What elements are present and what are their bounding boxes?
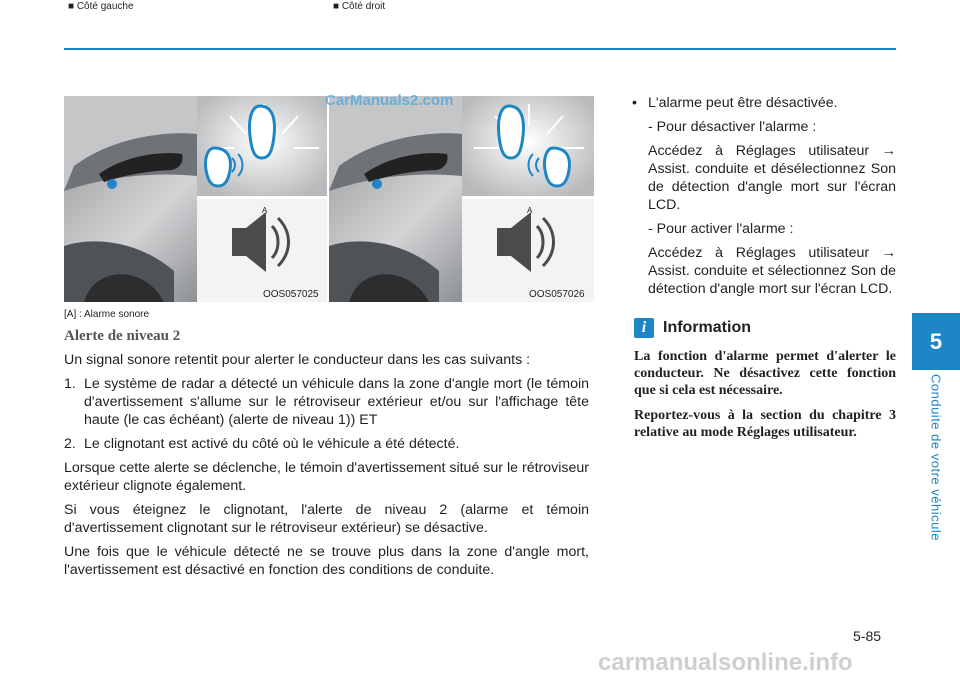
right-car-illustration xyxy=(329,96,594,302)
left-column-text xyxy=(64,351,589,585)
information-text xyxy=(634,348,896,449)
info-icon: i xyxy=(634,318,654,338)
marker-a-right: A xyxy=(527,206,533,215)
mirror-warning-light xyxy=(107,179,117,189)
intro-paragraph: Un signal sonore retentit pour alerter le conducteur dans les cas suivants : xyxy=(64,352,531,368)
list-item: 1. Le système de radar a détecté un véhicule dans la zone d'angle mort (le témoin d'avertissement s'allume sur le rétroviseur extérieur et/ou sur l'affichage tête haute (le cas échéant) (alerte de niveau 1)) ET xyxy=(64,376,589,428)
watermark-bottom[interactable]: carmanualsonline.info xyxy=(598,649,853,676)
deactivate-text: Accédez à Réglages utilisateur → Assist. conduite et désélectionnez Son de détection d'angle mort sur l'écran LCD. xyxy=(648,143,896,213)
paragraph: Si vous éteignez le clignotant, l'alerte de niveau 2 (alarme et témoin d'avertissement clignotant sur le rétroviseur extérieur) se désactive. xyxy=(64,502,589,536)
marker-a-left: A xyxy=(262,206,268,215)
deactivate-title: - Pour désactiver l'alarme : xyxy=(648,119,817,135)
bullet-item: • L'alarme peut être désactivée. xyxy=(632,95,838,111)
figure-left-label: ■ Côté gauche xyxy=(68,1,134,12)
chapter-tab[interactable]: 5 xyxy=(912,313,960,370)
header-rule xyxy=(64,48,896,50)
paragraph: Une fois que le véhicule détecté ne se trouve plus dans la zone d'angle mort, l'avertissement est désactivé en fonction des conditions de conduite. xyxy=(64,544,589,578)
figure-left-side xyxy=(64,96,329,302)
figure-right-code: OOS057026 xyxy=(529,289,585,300)
figure-right-side xyxy=(329,96,594,302)
activate-text: Accédez à Réglages utilisateur → Assist. conduite et sélectionnez Son de détection d'angle mort sur l'écran LCD. xyxy=(648,245,896,297)
activate-title: - Pour activer l'alarme : xyxy=(648,221,794,237)
left-car-illustration xyxy=(64,96,329,302)
section-heading: Alerte de niveau 2 xyxy=(64,328,181,344)
watermark-top[interactable]: CarManuals2.com xyxy=(325,92,454,109)
figure-caption: [A] : Alarme sonore xyxy=(64,309,150,320)
information-title: Information xyxy=(663,319,751,336)
information-header xyxy=(634,318,751,338)
page-number: 5-85 xyxy=(853,628,882,644)
mirror-warning-light xyxy=(372,179,382,189)
information-paragraph: La fonction d'alarme permet d'alerter le conducteur. Ne désactivez cette fonction que si cela est nécessaire. xyxy=(634,349,896,398)
right-column-text xyxy=(632,94,896,298)
list-item: 2. Le clignotant est activé du côté où le véhicule a été détecté. xyxy=(64,436,460,452)
information-paragraph: Reportez-vous à la section du chapitre 3 relative au mode Réglages utilisateur. xyxy=(634,408,896,440)
chapter-side-title: Conduite de votre véhicule xyxy=(928,373,944,541)
paragraph: Lorsque cette alerte se déclenche, le témoin d'avertissement situé sur le rétroviseur extérieur clignote également. xyxy=(64,460,589,494)
figure-right-label: ■ Côté droit xyxy=(333,1,386,12)
figure-left-code: OOS057025 xyxy=(263,289,319,300)
